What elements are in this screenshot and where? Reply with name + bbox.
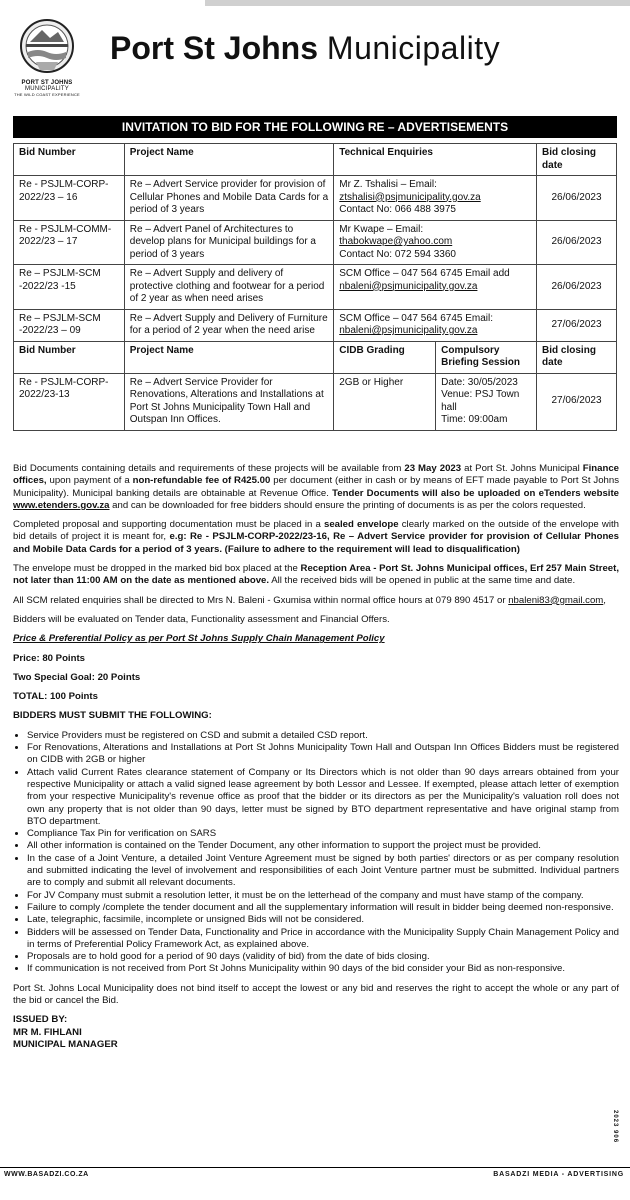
enquiry-text: Mr Z. Tshalisi – Email:: [339, 179, 437, 190]
technical-enquiry: [334, 176, 537, 221]
list-item: • If communication is not received from Port St Johns Municipality within 90 days of the bid consider your Bid as non-responsive.: [27, 963, 619, 975]
list-item: • For JV Company must submit a resolution letter, it must be on the letterhead of the company and must have stamp of the company.: [27, 890, 619, 902]
envelope-paragraph: Completed proposal and supporting documentation must be placed in a sealed envelope clearly marked on the outside of the envelope with bid details of project it is meant for, e.g: Re - PSJLM-CORP-2022/23-16, Re – Advert Service provider for provision of Cellular Phones and Mobile Data Cards for a period of 3 years. (Failure to adhere to the requirement will lead to disqualification): [13, 519, 619, 555]
footer-website-link[interactable]: WWW.BASADZI.CO.ZA: [4, 1171, 89, 1178]
enquiry-text: SCM Office – 047 564 6745 Email:: [339, 312, 494, 324]
list-item: • Attach valid Current Rates clearance statement of Company or Its Directors which is not older than 90 days arrears obtained from your respective Municipality or attach a valid signed lease agreement by both Lessor and Lessee. If exempted, please attach letter of exemption from your respective Municipality's revenue office as proof that the bidder or its directors as per the Municipality's valuation roll does not own any property that is not older than 90 days, letter must be signed by BTO department representative and have original stamp from BTO department.: [27, 767, 619, 828]
logo-text-line3: THE WILD COAST EXPERIENCE: [14, 92, 80, 97]
table-row: [14, 265, 617, 310]
footer-agency: BASADZI MEDIA - ADVERTISING: [493, 1171, 624, 1178]
table-row: [14, 373, 617, 430]
enquiry-email-link[interactable]: thabokwape@yahoo.com: [339, 236, 453, 247]
header-project-name: Project Name: [124, 341, 333, 373]
scm-enquiries-paragraph: All SCM related enquiries shall be directed to Mrs N. Baleni - Gxumisa within normal office hours at 079 890 4517 or nbaleni83@gmail.com,: [13, 594, 606, 606]
project-name: Re – Advert Panel of Architectures to develop plans for Municipal buildings for a period of 3 years: [124, 220, 333, 265]
documents-paragraph: Bid Documents containing details and requirements of these projects will be available from 23 May 2023 at Port St. Johns Municipal Finance offices, upon payment of a non-refundable fee of R425.00 per document (either in cash or by means of EFT made payable to Port St Johns Municipality). Municipal banking details are obtainable at Revenue Office. Tender Documents will also be uploaded on eTenders website www.etenders.gov.za and can be downloaded for free bidders should ensure the printing of documents is as per the colors requested.: [13, 463, 620, 511]
issued-by-label: ISSUED BY:: [13, 1014, 68, 1026]
header-bid-number: Bid Number: [14, 144, 125, 176]
briefing-venue: Venue: PSJ Town hall: [441, 389, 520, 413]
technical-enquiry: [334, 265, 537, 310]
list-item: • For Renovations, Alterations and Installations at Port St Johns Municipality Town Hall and Outspan Inn Offices Bidders must be registered on CIDB with 2GB or higher: [27, 742, 619, 767]
issuer-title: MUNICIPAL MANAGER: [13, 1038, 118, 1050]
closing-date: 26/06/2023: [537, 220, 617, 265]
cidb-grading: 2GB or Higher: [334, 373, 436, 430]
logo-text-line2: MUNICIPALITY: [25, 86, 69, 92]
technical-enquiry: [334, 309, 537, 341]
evaluation-paragraph: Bidders will be evaluated on Tender data, Functionality assessment and Financial Offers.: [13, 613, 390, 625]
briefing-date: Date: 30/05/2023: [441, 376, 518, 388]
header-bid-number: Bid Number: [14, 341, 125, 373]
top-grey-bar: [205, 0, 630, 6]
bids-table: [13, 143, 617, 431]
ad-code: 2023 906: [612, 1110, 618, 1144]
enquiry-email-link[interactable]: nbaleni@psjmunicipality.gov.za: [339, 280, 478, 292]
page-title: [110, 28, 500, 68]
header-briefing-session: Compulsory Briefing Session: [436, 341, 537, 373]
enquiry-email-link[interactable]: ztshalisi@psjmunicipality.gov.za: [339, 191, 481, 203]
enquiry-contact: Contact No: 072 594 3360: [339, 248, 456, 260]
disclaimer-paragraph: Port St. Johns Local Municipality does not bind itself to accept the lowest or any bid and reserves the right to accept the whole or any part of the bid or cancel the Bid.: [13, 982, 619, 1006]
closing-date: 26/06/2023: [537, 265, 617, 310]
briefing-time: Time: 09:00am: [441, 414, 508, 425]
technical-enquiry: [334, 220, 537, 265]
closing-date: 26/06/2023: [537, 176, 617, 221]
header-bid-closing: Bid closing date: [537, 144, 617, 176]
header-cidb-grading: CIDB Grading: [334, 341, 436, 373]
enquiry-email-link[interactable]: nbaleni@psjmunicipality.gov.za: [339, 325, 478, 336]
header-bid-closing: Bid closing date: [537, 341, 617, 373]
table-header-row: [14, 341, 617, 373]
policy-heading: Price & Preferential Policy as per Port St Johns Supply Chain Management Policy: [13, 633, 385, 645]
total-points: TOTAL: 100 Points: [13, 691, 98, 703]
bid-number: Re – PSJLM-SCM -2022/23 -15: [14, 265, 125, 310]
enquiry-contact: Contact No: 066 488 3975: [339, 204, 456, 215]
delivery-paragraph: The envelope must be dropped in the marked bid box placed at the Reception Area - Port St. Johns Municipal offices, Erf 257 Main Street, not later than 11:00 AM on the date as mentioned above. All the received bids will be opened in public at the same time and date.: [13, 563, 619, 587]
table-header-row: [14, 144, 617, 176]
project-name: Re – Advert Supply and delivery of protective clothing and footwear for a period of 2 year as when need arises: [124, 265, 333, 310]
project-name: Re – Advert Service provider for provision of Cellular Phones and Mobile Data Cards for a period of 3 years: [124, 176, 333, 221]
invitation-banner: INVITATION TO BID FOR THE FOLLOWING RE – ADVERTISEMENTS: [13, 116, 617, 138]
issued-by-block: [13, 1014, 619, 1051]
issuer-name: MR M. FIHLANI: [13, 1026, 82, 1038]
logo-text-line1: PORT ST JOHNS: [21, 80, 73, 86]
bid-number: Re - PSJLM-COMM-2022/23 – 17: [14, 220, 125, 265]
enquiry-text: Mr Kwape – Email:: [339, 223, 424, 235]
requirements-list: [13, 730, 619, 976]
list-item: • Service Providers must be registered on CSD and submit a detailed CSD report.: [27, 730, 619, 742]
list-item: • Late, telegraphic, facsimile, incomplete or unsigned Bids will not be considered.: [27, 914, 619, 926]
header-project-name: Project Name: [124, 144, 333, 176]
bid-number: Re - PSJLM-CORP-2022/23-13: [14, 373, 125, 430]
list-item: • All other information is contained on the Tender Document, any other information to support the project must be provided.: [27, 840, 619, 852]
title-light: Municipality: [326, 30, 501, 66]
municipality-logo: [14, 18, 80, 106]
list-item: • Bidders will be assessed on Tender Data, Functionality and Price in accordance with the Municipality Supply Chain Management Policy and in terms of Preferential Policy Framework Act, as explained above.: [27, 927, 619, 952]
header-technical-enquiries: Technical Enquiries: [334, 144, 537, 176]
closing-date: 27/06/2023: [537, 309, 617, 341]
project-name: Re – Advert Service Provider for Renovations, Alterations and Installations at Port St Johns Municipality Town Hall and Outspan Inn Offices.: [124, 373, 333, 430]
footer-divider: [0, 1167, 630, 1168]
list-item: • Compliance Tax Pin for verification on SARS: [27, 828, 619, 840]
requirements-heading: BIDDERS MUST SUBMIT THE FOLLOWING:: [13, 710, 212, 722]
enquiry-text: SCM Office – 047 564 6745 Email add: [339, 268, 510, 279]
list-item: • Failure to comply /complete the tender document and all the supplementary information will result in bidder being deemed non-responsive.: [27, 902, 619, 914]
closing-date: 27/06/2023: [537, 373, 617, 430]
scm-email-link[interactable]: nbaleni83@gmail.com: [508, 594, 604, 606]
table-row: [14, 309, 617, 341]
notice-body: [13, 463, 619, 1051]
etenders-link[interactable]: www.etenders.gov.za: [13, 499, 110, 511]
table-row: [14, 220, 617, 265]
bid-number: Re – PSJLM-SCM -2022/23 – 09: [14, 309, 125, 341]
bid-number: Re - PSJLM-CORP-2022/23 – 16: [14, 176, 125, 221]
list-item: • In the case of a Joint Venture, a detailed Joint Venture Agreement must be signed by both parties' directors or as per company resolution and submitted indicating the level of involvement and responsibilities of each Joint Venture partner must be submitted. Individual partners are to comply and submit all relevant documents.: [27, 853, 619, 890]
crest-icon: [14, 18, 80, 80]
table-row: [14, 176, 617, 221]
title-bold: Port St Johns: [110, 30, 319, 66]
special-goal-points: Two Special Goal: 20 Points: [13, 671, 141, 683]
list-item: • Proposals are to hold good for a period of 90 days (validity of bid) from the date of bids closing.: [27, 951, 619, 963]
project-name: Re – Advert Supply and Delivery of Furniture for a period of 2 year when the need arise: [124, 309, 333, 341]
price-points: Price: 80 Points: [13, 652, 85, 664]
briefing-session: [436, 373, 537, 430]
